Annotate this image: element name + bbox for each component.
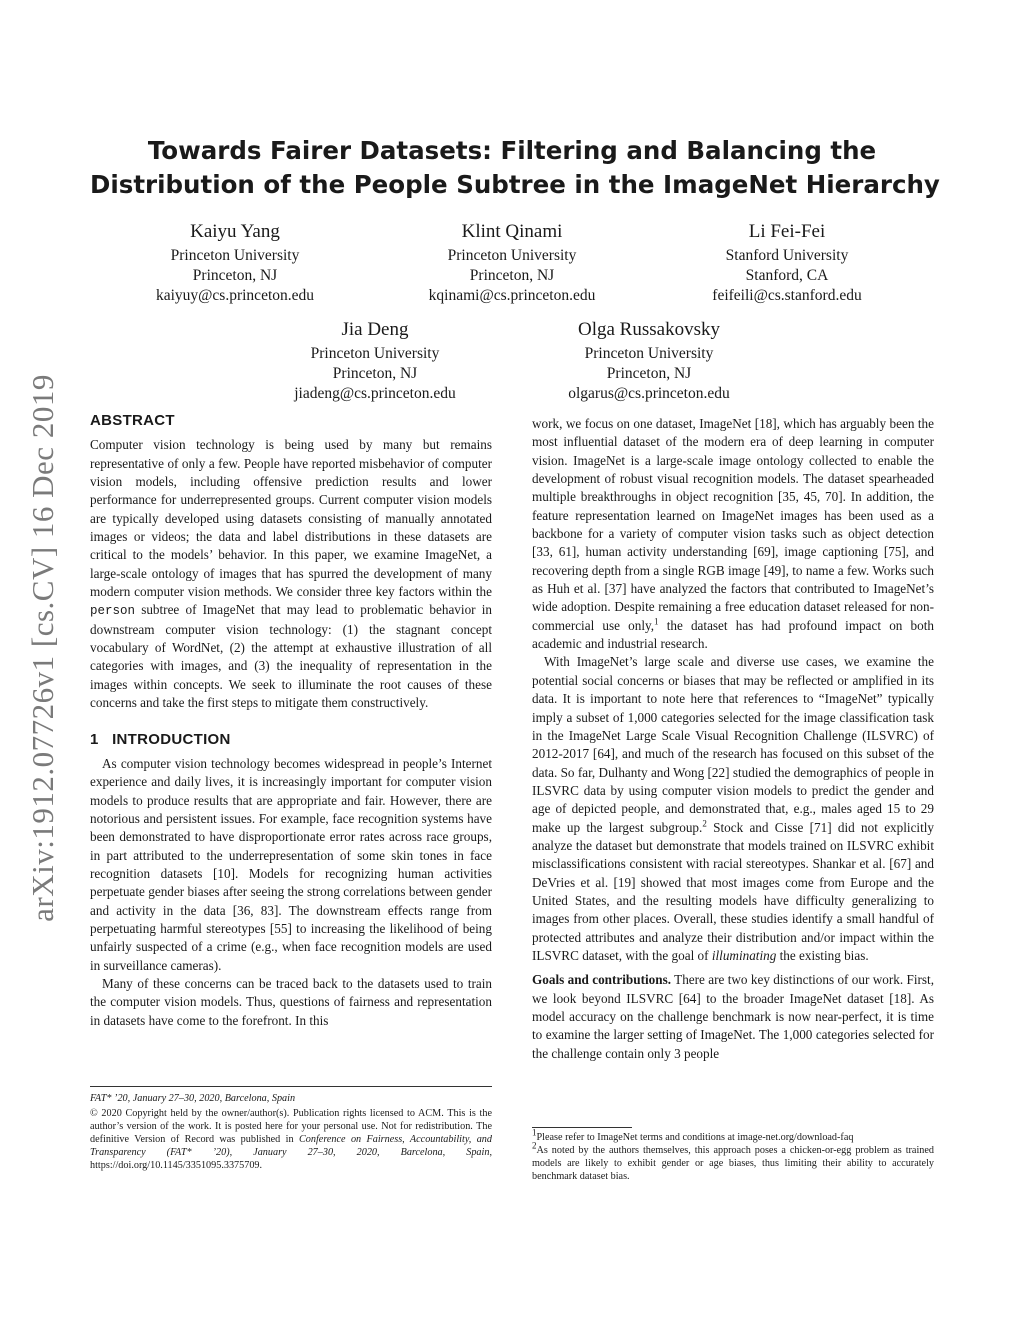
- author-block-klint-qinami: [402, 220, 622, 306]
- abstract-text: Computer vision technology is being used by many but remains representative of only a few. People have reported misbehavior of computer vision models, including offensive prediction results and lower performance for underrepresented groups. Current computer vision models are typically developed using datasets consisting of manually annotated images or videos; the data and label distributions in these datasets are critical to the models’ behavior. In this paper, we examine ImageNet, a large-scale ontology of images that has spurred the development of many modern computer vision methods. We consider three key factors within the person subtree of ImageNet that may lead to problematic behavior in downstream computer vision technology: (1) the stagnant concept vocabulary of WordNet, (2) the attempt at exhaustive illustration of all categories with images, and (3) the inequality of representation in the images within concepts. We seek to illuminate the root causes of these concerns and take the first steps to mitigate them constructively.: [90, 437, 492, 711]
- right-paragraph-2: With ImageNet’s large scale and diverse use cases, we examine the potential social concerns or biases that may be reflected or amplified in its data. It is important to note here that references to “ImageNet” typically imply a subset of 1,000 categories selected for the image classification task in the ImageNet Large Scale Visual Recognition Challenge (ILSVRC) of 2012-2017 [64], and much of the research has focused on this subset of the data. So far, Dulhanty and Wong [22] studied the demographics of people in ILSVRC data by using computer vision models to predict the gender and age of depicted people, and demonstrated that, e.g., males aged 15 to 29 make up the largest subgroup.$^2$ Stock and Cisse [71] did not explicitly analyze the dataset but demonstrate that models trained on ILSVRC exhibit misclassifications consistent with racial stereotypes. Shankar et al. [67] and DeVries et al. [19] showed that most images come from Europe and the United States, and the resulting models have difficulty generalizing to images from other places. Overall, these studies identify a small handful of protected attributes and analyze their distribution and/or impact within the ILSVRC dataset, with the goal of illuminating the existing bias.: [532, 654, 935, 963]
- introduction-paragraph-2: Many of these concerns can be traced back to the datasets used to train the computer vision models. Thus, questions of fairness and representation in datasets have come to the forefront. In this: [90, 975, 492, 1028]
- author-affiliation: Princeton University: [170, 247, 300, 264]
- introduction-heading: 1 INTRODUCTION: [90, 730, 231, 748]
- author-location: Princeton, NJ: [192, 267, 278, 284]
- author-email: feifeili@cs.stanford.edu: [712, 287, 862, 304]
- author-affiliation: Stanford University: [725, 247, 849, 264]
- author-block-olga-russakovsky: [544, 318, 754, 404]
- author-block-jia-deng: [270, 318, 480, 404]
- author-location: Princeton, NJ: [332, 365, 418, 382]
- footnote-2: $^2$As noted by the authors themselves, this approach poses a chicken-or-egg problem as trained models are likely to exhibit gender or age biases, thus limiting their ability to accurately benchmark dataset bias.: [532, 1140, 934, 1182]
- author-name: Li Fei-Fei: [748, 221, 826, 242]
- author-location: Princeton, NJ: [469, 267, 555, 284]
- venue-line: FAT* ’20, January 27–30, 2020, Barcelona, Spain: [90, 1093, 296, 1104]
- author-email: kqinami@cs.princeton.edu: [428, 287, 596, 304]
- copyright-block: [90, 1092, 492, 1172]
- person-code: person: [90, 604, 136, 619]
- author-email: kaiyuy@cs.princeton.edu: [155, 287, 315, 304]
- paper-title: [90, 134, 940, 202]
- author-name: Klint Qinami: [461, 221, 563, 242]
- author-block-li-fei-fei: [682, 220, 892, 306]
- author-name: Kaiyu Yang: [190, 221, 280, 242]
- goals-label: Goals and contributions.: [532, 972, 672, 988]
- footnote-rule: [532, 1127, 632, 1128]
- arxiv-id: arXiv:1912.07726v1 [cs.CV] 16 Dec 2019: [25, 373, 60, 922]
- left-column: [90, 412, 492, 1030]
- footnotes: [532, 1127, 934, 1183]
- author-name: Jia Deng: [341, 319, 409, 340]
- copyright-text: © 2020 Copyright held by the owner/author(s). Publication rights licensed to ACM. This is the author’s version of the work. It is posted here for your personal use. Not for redistribution. The definitive Version of Record was published in Conference on Fairness, Accountability, and Transparency (FAT* ’20), January 27–30, 2020, Barcelona, Spain, https://doi.org/10.1145/3351095.3375709.: [90, 1108, 492, 1171]
- footer-rule: [90, 1086, 492, 1087]
- title-line-2: Distribution of the People Subtree in the ImageNet Hierarchy: [90, 170, 940, 199]
- right-column: [532, 415, 934, 1063]
- right-paragraph-1: work, we focus on one dataset, ImageNet [18], which has arguably been the most influential dataset of the modern era of deep learning in computer vision. ImageNet is a large-scale image ontology collected to enable the development of robust visual recognition models. The dataset spearheaded multiple breakthroughs in object recognition [35, 45, 70]. In addition, the feature representation learned on ImageNet images has been used as a backbone for a variety of computer vision tasks such as object detection [33, 61], human activity understanding [69], image captioning [75], and recovering depth from a single RGB image [49], to name a few. Works such as Huh et al. [37] have analyzed the factors that contributed to ImageNet’s wide adoption. Despite remaining a free education dataset released for non-commercial use only,$^1$ the dataset has had profound impact on both academic and industrial research.: [532, 416, 934, 652]
- author-affiliation: Princeton University: [584, 345, 714, 362]
- goals-paragraph: Goals and contributions. There are two key distinctions of our work. First, we look beyond ILSVRC [64] to the broader ImageNet dataset [18]. As model accuracy on the challenge benchmark is now near-perfect, it is time to examine the larger setting of ImageNet. The 1,000 categories selected for the challenge contain only 3 people: [532, 972, 935, 1061]
- author-affiliation: Princeton University: [310, 345, 440, 362]
- footnote-mark-1: 1: [654, 616, 659, 627]
- author-location: Princeton, NJ: [606, 365, 692, 382]
- author-block-kaiyu-yang: [130, 220, 340, 306]
- footnote-mark-2: 2: [702, 818, 707, 829]
- abstract-heading: ABSTRACT: [90, 412, 175, 429]
- author-location: Stanford, CA: [745, 267, 829, 284]
- author-affiliation: Princeton University: [447, 247, 577, 264]
- author-name: Olga Russakovsky: [578, 319, 720, 340]
- author-email: olgarus@cs.princeton.edu: [568, 385, 730, 402]
- author-email: jiadeng@cs.princeton.edu: [294, 385, 456, 402]
- title-line-1: Towards Fairer Datasets: Filtering and Balancing the: [147, 136, 877, 165]
- arxiv-stamp: [18, 350, 68, 945]
- footnote-1: $^1$Please refer to ImageNet terms and conditions at image-net.org/download-faq: [532, 1127, 854, 1143]
- introduction-paragraph-1: As computer vision technology becomes widespread in people’s Internet experience and daily lives, it is increasingly important for computer vision models to produce results that are appropriate and fair. However, there are notorious and persistent issues. For example, face recognition systems have been demonstrated to have disproportionate error rates across race groups, in part attributed to the underrepresentation of some skin tones in face recognition datasets [10]. Models for recognizing human activities perpetuate gender biases after seeing the strong correlations between gender and activity in the data [36, 83]. The downstream effects range from perpetuating harmful stereotypes [55] to increasing the likelihood of being unfairly suspected of a crime (e.g., when face recognition models are used in surveillance cameras).: [90, 755, 492, 973]
